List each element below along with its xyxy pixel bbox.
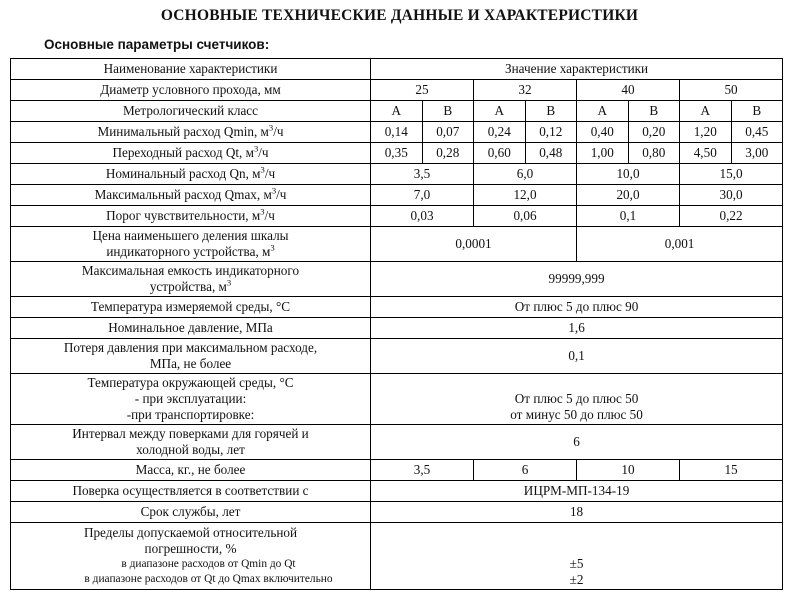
class-cell: B — [525, 101, 577, 122]
threshold-cell: 0,06 — [474, 206, 577, 227]
threshold-cell: 0,22 — [680, 206, 783, 227]
qmax-cell: 30,0 — [680, 185, 783, 206]
qn-cell: 3,5 — [371, 164, 474, 185]
row-label-mass: Масса, кг., не более — [11, 460, 371, 481]
row-label-sensitivity-threshold: Порог чувствительности, $м^3/ч$ — [11, 206, 371, 227]
scale-division-cell: 0,001 — [577, 227, 783, 262]
table-row-mass — [11, 460, 783, 481]
row-label-scale-division: Цена наименьшего деления шкалы индикаторного устройства, $м^3$ — [11, 227, 371, 262]
table-row-diameter — [11, 80, 783, 101]
page-title: ОСНОВНЫЕ ТЕХНИЧЕСКИЕ ДАННЫЕ И ХАРАКТЕРИСТИКИ — [160, 7, 639, 24]
qt-cell: 0,35 — [371, 143, 423, 164]
table-row-verification-method — [11, 481, 783, 502]
class-cell: A — [474, 101, 526, 122]
qt-cell: 1,00 — [577, 143, 629, 164]
qmin-cell: 0,12 — [525, 122, 577, 143]
qmin-cell: 0,24 — [474, 122, 526, 143]
qt-cell: 0,80 — [628, 143, 680, 164]
row-label-capacity: Максимальная емкость индикаторного устройства, $м^3$ — [11, 262, 371, 297]
qt-cell: 0,28 — [422, 143, 474, 164]
qmin-cell: 0,20 — [628, 122, 680, 143]
qt-cell: 0,48 — [525, 143, 577, 164]
threshold-cell: 0,1 — [577, 206, 680, 227]
qt-cell: 4,50 — [680, 143, 732, 164]
row-label-diameter: Диаметр условного прохода, мм — [11, 80, 371, 101]
qn-cell: 10,0 — [577, 164, 680, 185]
row-label-qn: Номинальный расход Qn, $м^3/ч$ — [11, 164, 371, 185]
row-label-qmin: Минимальный расход Qmin, $м^3/ч$ — [11, 122, 371, 143]
table-row-header — [11, 59, 783, 80]
class-cell: B — [628, 101, 680, 122]
qt-cell: 0,60 — [474, 143, 526, 164]
document-page — [0, 7, 799, 610]
table-row-service-life — [11, 502, 783, 523]
qt-cell: 3,00 — [731, 143, 783, 164]
nominal-pressure-value: 1,6 — [371, 318, 783, 339]
row-label-ambient-temperature: Температура окружающей среды, °C - при эксплуатации: -при транспортировке: — [11, 374, 371, 425]
table-row-ambient-temperature — [11, 374, 783, 425]
mass-cell: 6 — [474, 460, 577, 481]
section-subtitle: Основные параметры счетчиков: — [44, 37, 270, 52]
qmax-cell: 12,0 — [474, 185, 577, 206]
medium-temperature-value: От плюс 5 до плюс 90 — [371, 297, 783, 318]
table-row-qn — [11, 164, 783, 185]
qn-cell: 15,0 — [680, 164, 783, 185]
mass-cell: 10 — [577, 460, 680, 481]
class-cell: A — [680, 101, 732, 122]
diameter-value-25: 25 — [371, 80, 474, 101]
table-row-medium-temperature — [11, 297, 783, 318]
capacity-value: 99999,999 — [371, 262, 783, 297]
row-label-metrological-class: Метрологический класс — [11, 101, 371, 122]
table-row-metrological-class — [11, 101, 783, 122]
error-limits-value: ±5 ±2 — [371, 523, 783, 590]
qmin-cell: 0,14 — [371, 122, 423, 143]
verification-method-value: ИЦРМ-МП-134-19 — [371, 481, 783, 502]
class-cell: B — [422, 101, 474, 122]
mass-cell: 15 — [680, 460, 783, 481]
class-cell: A — [371, 101, 423, 122]
row-label-medium-temperature: Температура измеряемой среды, °C — [11, 297, 371, 318]
table-row-qt — [11, 143, 783, 164]
row-label-service-life: Срок службы, лет — [11, 502, 371, 523]
table-row-capacity — [11, 262, 783, 297]
scale-division-cell: 0,0001 — [371, 227, 577, 262]
qn-cell: 6,0 — [474, 164, 577, 185]
service-life-value: 18 — [371, 502, 783, 523]
qmin-cell: 1,20 — [680, 122, 732, 143]
table-row-error-limits — [11, 523, 783, 590]
qmax-cell: 7,0 — [371, 185, 474, 206]
header-name-column: Наименование характеристики — [11, 59, 371, 80]
table-row-qmax — [11, 185, 783, 206]
row-label-qt: Переходный расход Qt, $м^3/ч$ — [11, 143, 371, 164]
verification-interval-value: 6 — [371, 425, 783, 460]
header-value-column: Значение характеристики — [371, 59, 783, 80]
qmax-cell: 20,0 — [577, 185, 680, 206]
qmin-cell: 0,40 — [577, 122, 629, 143]
pressure-loss-value: 0,1 — [371, 339, 783, 374]
qmin-cell: 0,45 — [731, 122, 783, 143]
threshold-cell: 0,03 — [371, 206, 474, 227]
row-label-pressure-loss: Потеря давления при максимальном расходе, МПа, не более — [11, 339, 371, 374]
table-row-nominal-pressure — [11, 318, 783, 339]
diameter-value-32: 32 — [474, 80, 577, 101]
qmin-cell: 0,07 — [422, 122, 474, 143]
class-cell: A — [577, 101, 629, 122]
row-label-verification-interval: Интервал между поверками для горячей и холодной воды, лет — [11, 425, 371, 460]
table-row-scale-division — [11, 227, 783, 262]
diameter-value-40: 40 — [577, 80, 680, 101]
row-label-qmax: Максимальный расход Qmax, $м^3/ч$ — [11, 185, 371, 206]
table-row-pressure-loss — [11, 339, 783, 374]
table-row-sensitivity-threshold — [11, 206, 783, 227]
mass-cell: 3,5 — [371, 460, 474, 481]
class-cell: B — [731, 101, 783, 122]
diameter-value-50: 50 — [680, 80, 783, 101]
row-label-verification-method: Поверка осуществляется в соответствии с — [11, 481, 371, 502]
specifications-table — [10, 58, 783, 590]
ambient-temperature-value: От плюс 5 до плюс 50 от минус 50 до плюс 50 — [371, 374, 783, 425]
table-row-qmin — [11, 122, 783, 143]
table-row-verification-interval — [11, 425, 783, 460]
row-label-nominal-pressure: Номинальное давление, МПа — [11, 318, 371, 339]
row-label-error-limits: Пределы допускаемой относительной погрешности, % в диапазоне расходов от Qmin до Qt в диапазоне расходов от Qt до Qmax включительно — [11, 523, 371, 590]
